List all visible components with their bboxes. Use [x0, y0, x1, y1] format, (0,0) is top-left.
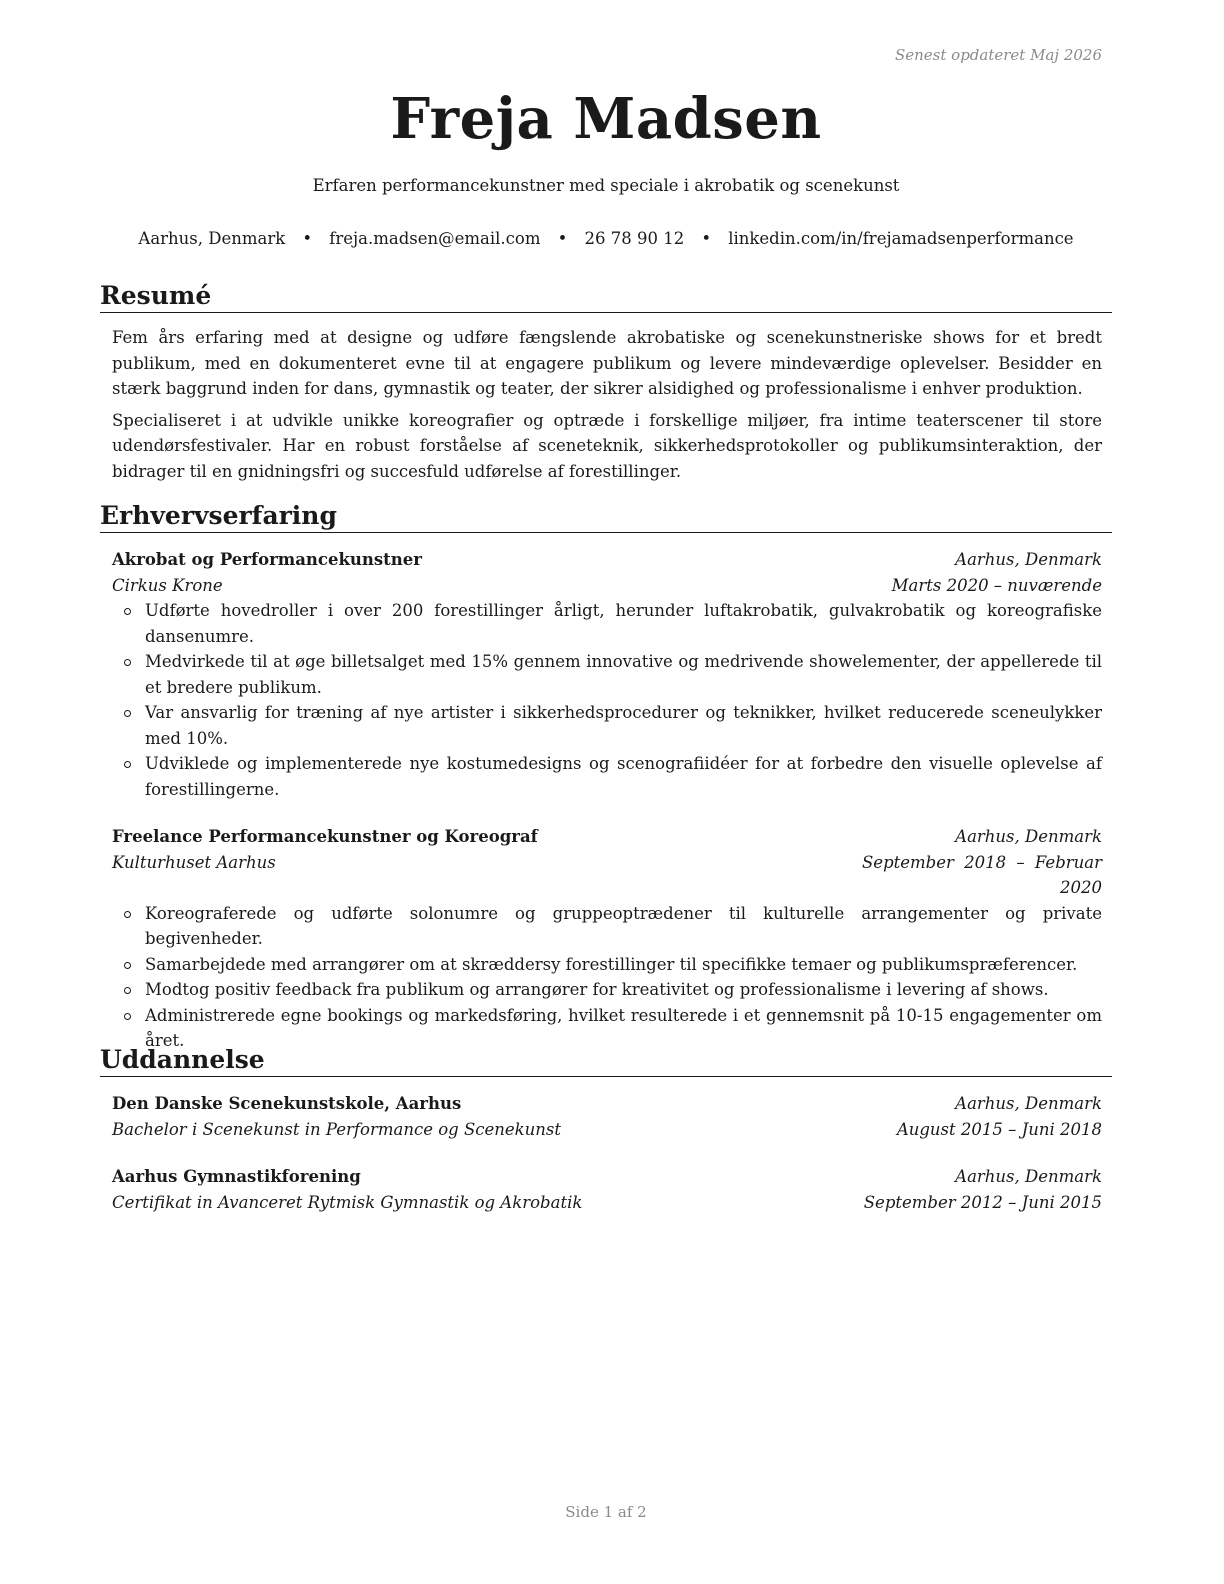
- school-location: Aarhus, Denmark: [955, 1094, 1102, 1113]
- list-item: Medvirkede til at øge billetsalget med 15% gennem innovative og medrivende showelementer, der appellerede til et bredere publikum.: [112, 649, 1102, 700]
- school-location: Aarhus, Denmark: [955, 1167, 1102, 1186]
- education-dates: September 2012 – Juni 2015: [863, 1192, 1102, 1212]
- job-bullets: [112, 598, 1102, 802]
- job-employer: Cirkus Krone: [112, 575, 223, 595]
- contact-linkedin[interactable]: linkedin.com/in/frejamadsenperformance: [728, 229, 1074, 248]
- job-entry: [112, 824, 1102, 1054]
- school-name: Aarhus Gymnastikforening: [112, 1167, 361, 1186]
- education-dates: August 2015 – Juni 2018: [896, 1119, 1102, 1139]
- list-item: Udviklede og implementerede nye kostumedesigns og scenografiidéer for at forbedre den visuelle oplevelse af forestillingerne.: [112, 751, 1102, 802]
- resume-page: [100, 0, 1112, 1584]
- degree: Certifikat in Avanceret Rytmisk Gymnastik og Akrobatik: [112, 1192, 583, 1212]
- section-title-summary: Resumé: [100, 281, 1112, 313]
- list-item: Var ansvarlig for træning af nye artister i sikkerhedsprocedurer og teknikker, hvilket reducerede sceneulykker med 10%.: [112, 700, 1102, 751]
- job-role: Freelance Performancekunstner og Koreograf: [112, 827, 538, 846]
- contact-email[interactable]: freja.madsen@email.com: [329, 229, 541, 248]
- last-updated: Senest opdateret Maj 2026: [894, 46, 1102, 64]
- education-entry: [112, 1164, 1102, 1215]
- tagline: Erfaren performancekunstner med speciale i akrobatik og scenekunst: [312, 176, 900, 195]
- contact-phone: 26 78 90 12: [584, 229, 685, 248]
- contact-line: [100, 229, 1112, 248]
- summary-paragraph: Specialiseret i at udvikle unikke koreografier og optræde i forskellige miljøer, fra intime teaterscener til store udendørsfestivaler. Har en robust forståelse af sceneteknik, sikkerhedsprotokoller og publikumsinteraktion, der bidrager til en gnidningsfri og succesfuld udførelse af forestillinger.: [112, 410, 1102, 481]
- job-bullets: [112, 901, 1102, 1054]
- bullet-separator: •: [302, 229, 313, 248]
- list-item: Koreograferede og udførte solonumre og gruppeoptrædener til kulturelle arrangementer og private begivenheder.: [112, 901, 1102, 952]
- job-dates: September 2018 – Februar 2020: [862, 852, 1102, 897]
- summary-section: [100, 281, 1112, 484]
- list-item: Samarbejdede med arrangører om at skræddersy forestillinger til specifikke temaer og publikumspræferencer.: [112, 952, 1102, 978]
- bullet-separator: •: [557, 229, 568, 248]
- job-entry: [112, 547, 1102, 802]
- list-item: Udførte hovedroller i over 200 forestillinger årligt, herunder luftakrobatik, gulvakrobatik og koreografiske dansenumre.: [112, 598, 1102, 649]
- job-location: Aarhus, Denmark: [955, 550, 1102, 569]
- school-name: Den Danske Scenekunstskole, Aarhus: [112, 1094, 462, 1113]
- job-role: Akrobat og Performancekunstner: [112, 550, 422, 569]
- summary-paragraph: Fem års erfaring med at designe og udføre fængslende akrobatiske og scenekunstneriske shows for et bredt publikum, med en dokumenteret evne til at engagere publikum og levere mindeværdige oplevelser. Besidder en stærk baggrund inden for dans, gymnastik og teater, der sikrer alsidighed og professionalisme i enhver produktion.: [112, 328, 1102, 398]
- job-dates: Marts 2020 – nuværende: [891, 575, 1102, 595]
- bullet-separator: •: [701, 229, 712, 248]
- degree: Bachelor i Scenekunst in Performance og Scenekunst: [112, 1119, 561, 1139]
- education-entry: [112, 1091, 1102, 1142]
- candidate-name: Freja Madsen: [390, 86, 822, 152]
- list-item: Modtog positiv feedback fra publikum og arrangører for kreativitet og professionalisme i levering af shows.: [112, 977, 1102, 1003]
- contact-location: Aarhus, Denmark: [138, 229, 286, 248]
- education-section: [100, 1045, 1112, 1215]
- job-location: Aarhus, Denmark: [955, 827, 1102, 846]
- experience-section: [100, 501, 1112, 1054]
- section-title-education: Uddannelse: [100, 1045, 1112, 1077]
- job-employer: Kulturhuset Aarhus: [112, 852, 276, 872]
- page-number: Side 1 af 2: [565, 1503, 647, 1521]
- list-item: Administrerede egne bookings og markedsføring, hvilket resulterede i et gennemsnit på 10-15 engagementer om året.: [112, 1003, 1102, 1054]
- section-title-experience: Erhvervserfaring: [100, 501, 1112, 533]
